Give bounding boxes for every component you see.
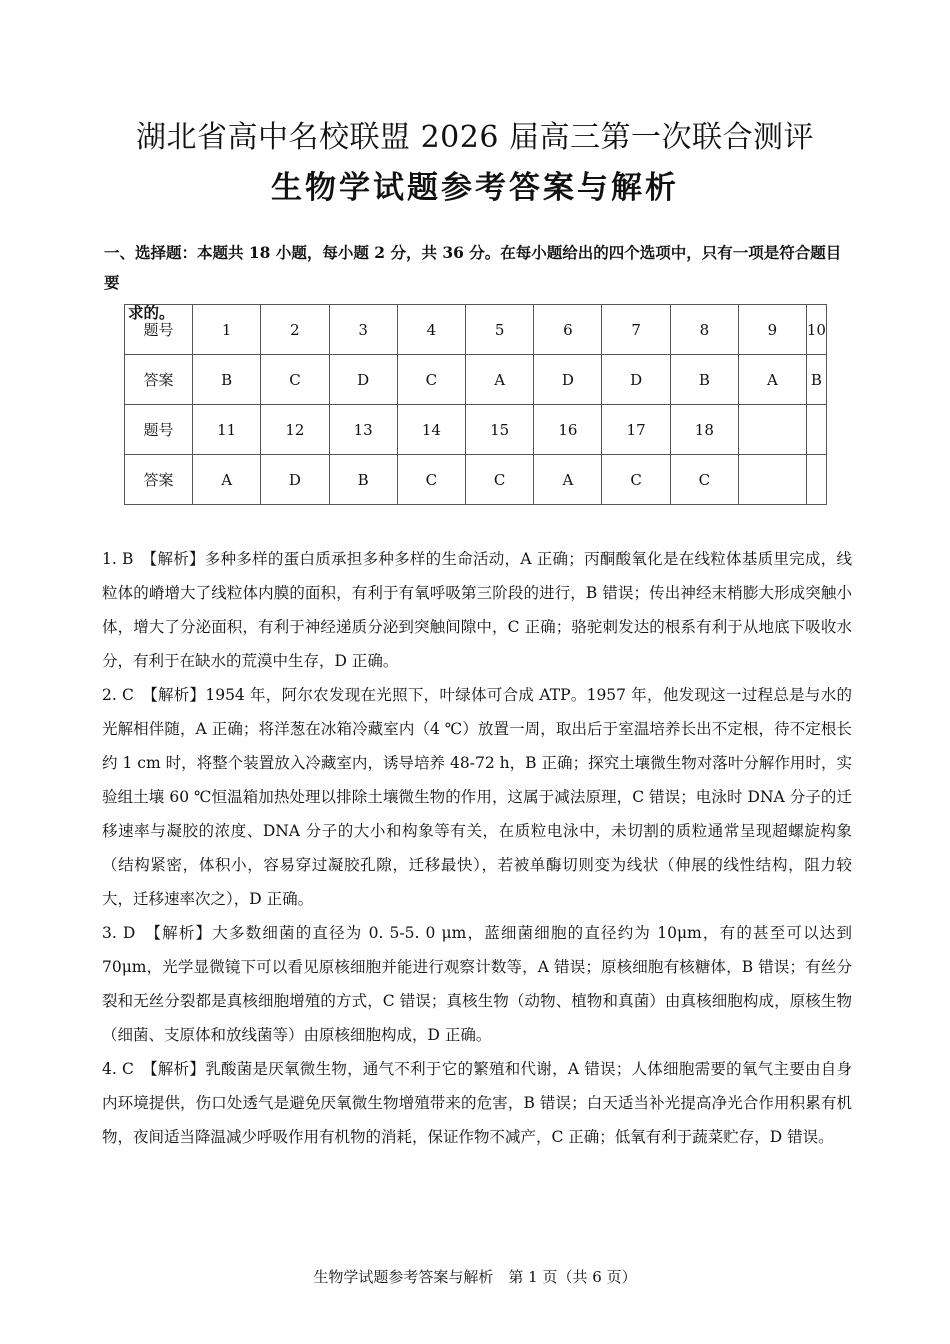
table-cell: 7: [602, 305, 670, 355]
table-cell: C: [602, 455, 670, 505]
table-cell: 9: [738, 305, 806, 355]
table-row-label: 答案: [125, 455, 193, 505]
explanation-1: 1. B 【解析】多种多样的蛋白质承担多种多样的生命活动，A 正确；丙酮酸氧化是在线粒体基质里完成，线粒体的嵴增大了线粒体内膜的面积，有利于有氧呼吸第三阶段的进行，B 错误；传出神经末梢膨大形成突触小体，增大了分泌面积，有利于神经递质分泌到突触间隙中，C 正确；骆驼刺发达的根系有利于从地底下吸收水分，有利于在缺水的荒漠中生存，D 正确。: [102, 550, 852, 670]
table-cell: A: [466, 355, 534, 405]
table-cell: 4: [397, 305, 465, 355]
table-cell: 5: [466, 305, 534, 355]
table-row: [125, 355, 827, 405]
answer-table: [124, 304, 827, 505]
table-cell: 11: [193, 405, 261, 455]
table-cell: [738, 455, 806, 505]
section-one-intro-cont: 求的。: [128, 303, 175, 322]
table-row: [125, 455, 827, 505]
table-cell: B: [806, 355, 826, 405]
table-cell: 1: [193, 305, 261, 355]
table-cell: B: [193, 355, 261, 405]
table-row-label: 题号: [125, 305, 193, 355]
table-cell: [806, 455, 826, 505]
table-cell: 2: [261, 305, 329, 355]
page-footer: 生物学试题参考答案与解析 第 1 页（共 6 页）: [313, 1268, 637, 1286]
explanation-2: 2. C 【解析】1954 年，阿尔农发现在光照下，叶绿体可合成 ATP。1957 年，他发现这一过程总是与水的光解相伴随，A 正确；将洋葱在冰箱冷藏室内（4 ℃）放置一周，取出后于室温培养长出不定根，待不定根长约 1 cm 时，将整个装置放入冷藏室内，诱导培养 48-72 h，B 正确；探究土壤微生物对落叶分解作用时，实验组土壤 60 ℃恒温箱加热处理以排除土壤微生物的作用，这属于减法原理，C 错误；电泳时 DNA 分子的迁移速率与凝胶的浓度、DNA 分子的大小和构象等有关，在质粒电泳中，未切割的质粒通常呈现超螺旋构象（结构紧密，体积小，容易穿过凝胶孔隙，迁移最快），若被单酶切则变为线状（伸展的线性结构，阻力较大，迁移速率次之），D 正确。: [102, 686, 852, 908]
table-row: [125, 405, 827, 455]
table-cell: 15: [466, 405, 534, 455]
table-cell: B: [329, 455, 397, 505]
table-cell: C: [466, 455, 534, 505]
table-row-label: 题号: [125, 405, 193, 455]
table-cell: [806, 405, 826, 455]
table-cell: A: [738, 355, 806, 405]
table-cell: 12: [261, 405, 329, 455]
table-cell: D: [261, 455, 329, 505]
table-cell: 16: [534, 405, 602, 455]
page-title: 湖北省高中名校联盟 2026 届高三第一次联合测评: [136, 120, 814, 155]
table-cell: A: [534, 455, 602, 505]
section-one-intro-line: 一、选择题：本题共 18 小题，每小题 2 分，共 36 分。在每小题给出的四个选项中，只有一项是符合题目要: [104, 243, 842, 292]
table-cell: D: [534, 355, 602, 405]
table-cell: D: [602, 355, 670, 405]
page-subtitle: 生物学试题参考答案与解析: [271, 170, 679, 206]
table-cell: 13: [329, 405, 397, 455]
table-cell: D: [329, 355, 397, 405]
table-cell: 14: [397, 405, 465, 455]
table-cell: C: [397, 355, 465, 405]
table-cell: 17: [602, 405, 670, 455]
explanations: [102, 542, 852, 1154]
table-row-label: 答案: [125, 355, 193, 405]
table-cell: 8: [670, 305, 738, 355]
table-cell: A: [193, 455, 261, 505]
table-cell: C: [397, 455, 465, 505]
table-cell: B: [670, 355, 738, 405]
table-cell: 10: [806, 305, 826, 355]
table-cell: 6: [534, 305, 602, 355]
table-row: [125, 305, 827, 355]
table-cell: 3: [329, 305, 397, 355]
table-cell: C: [670, 455, 738, 505]
table-cell: [738, 405, 806, 455]
table-cell: 18: [670, 405, 738, 455]
explanation-4: 4. C 【解析】乳酸菌是厌氧微生物，通气不利于它的繁殖和代谢，A 错误；人体细胞需要的氧气主要由自身内环境提供，伤口处透气是避免厌氧微生物增殖带来的危害，B 错误；白天适当补光提高净光合作用积累有机物，夜间适当降温减少呼吸作用有机物的消耗，保证作物不减产，C 正确；低氧有利于蔬菜贮存，D 错误。: [102, 1060, 852, 1146]
explanation-3: 3. D 【解析】大多数细菌的直径为 0. 5-5. 0 μm，蓝细菌细胞的直径约为 10μm，有的甚至可以达到 70μm，光学显微镜下可以看见原核细胞并能进行观察计数等，A 错误；原核细胞有核糖体，B 错误；有丝分裂和无丝分裂都是真核细胞增殖的方式，C 错误；真核生物（动物、植物和真菌）由真核细胞构成，原核生物（细菌、支原体和放线菌等）由原核细胞构成，D 正确。: [102, 924, 852, 1044]
table-cell: C: [261, 355, 329, 405]
